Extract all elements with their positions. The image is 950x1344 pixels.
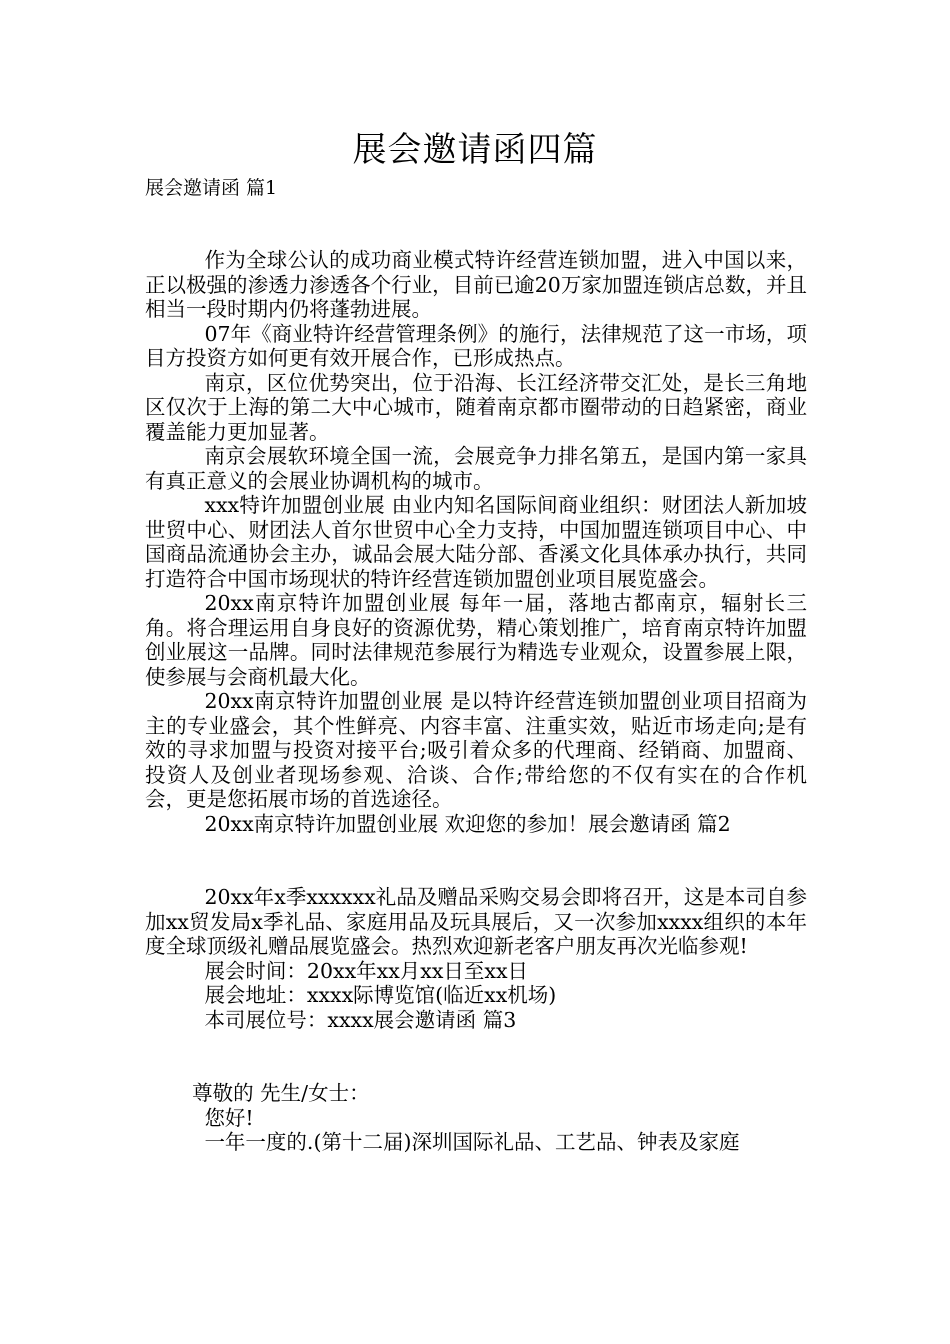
paragraph: 南京会展软环境全国一流，会展竞争力排名第五，是国内第一家具有真正意义的会展业协调机构的城市。	[145, 444, 807, 493]
paragraph: 20xx南京特许加盟创业展 每年一届，落地古都南京，辐射长三角。将合理运用自身良好的资源优势，精心策划推广，培育南京特许加盟创业展这一品牌。同时法律规范参展行为精选专业观众，设置参展上限，使参展与会商机最大化。	[145, 591, 807, 689]
paragraph: 20xx南京特许加盟创业展 是以特许经营连锁加盟创业项目招商为主的专业盛会，其个性鲜亮、内容丰富、注重实效，贴近市场走向;是有效的寻求加盟与投资对接平台;吸引着众多的代理商、经销商、加盟商、投资人及创业者现场参观、洽谈、合作;带给您的不仅有实在的合作机会，更是您拓展市场的首选途径。	[145, 689, 807, 811]
paragraph: 一年一度的.(第十二届)深圳国际礼品、工艺品、钟表及家庭	[204, 1130, 740, 1154]
paragraph: 南京，区位优势突出，位于沿海、长江经济带交汇处，是长三角地区仅次于上海的第二大中心城市，随着南京都市圈带动的日趋紧密，商业覆盖能力更加显著。	[145, 370, 807, 444]
document-title: 展会邀请函四篇	[352, 130, 598, 170]
paragraph: 07年《商业特许经营管理条例》的施行，法律规范了这一市场，项目方投资方如何更有效开展合作，已形成热点。	[145, 321, 807, 370]
paragraph: 20xx年x季xxxxxx礼品及赠品采购交易会即将召开，这是本司自参加xx贸发局x季礼品、家庭用品及玩具展后，又一次参加xxxx组织的本年度全球顶级礼赠品展览盛会。热烈欢迎新老客户朋友再次光临参观!	[145, 885, 807, 958]
exhibition-address: 展会地址：xxxx际博览馆(临近xx机场)	[204, 983, 557, 1007]
document-body	[145, 248, 807, 1155]
salutation: 尊敬的 先生/女士：	[192, 1081, 370, 1105]
greeting: 您好!	[204, 1105, 254, 1130]
blank-space	[145, 836, 807, 885]
paragraph: 作为全球公认的成功商业模式特许经营连锁加盟，进入中国以来，正以极强的渗透力渗透各个行业，目前已逾20万家加盟连锁店总数，并且相当一段时期内仍将蓬勃进展。	[145, 248, 807, 321]
booth-number-with-heading-3: 本司展位号：xxxx展会邀请函 篇3	[204, 1007, 517, 1032]
paragraph: xxx特许加盟创业展 由业内知名国际间商业组织：财团法人新加坡世贸中心、财团法人首尔世贸中心全力支持，中国加盟连锁项目中心、中国商品流通协会主办，诚品会展大陆分部、香溪文化具体承办执行，共同打造符合中国市场现状的特许经营连锁加盟创业项目展览盛会。	[145, 493, 807, 591]
exhibition-time: 展会时间：20xx年xx月xx日至xx日	[204, 958, 529, 983]
blank-space	[145, 1032, 807, 1081]
section-heading-1: 展会邀请函 篇1	[145, 177, 278, 199]
paragraph-with-heading-2: 20xx南京特许加盟创业展 欢迎您的参加！展会邀请函 篇2	[204, 811, 731, 836]
